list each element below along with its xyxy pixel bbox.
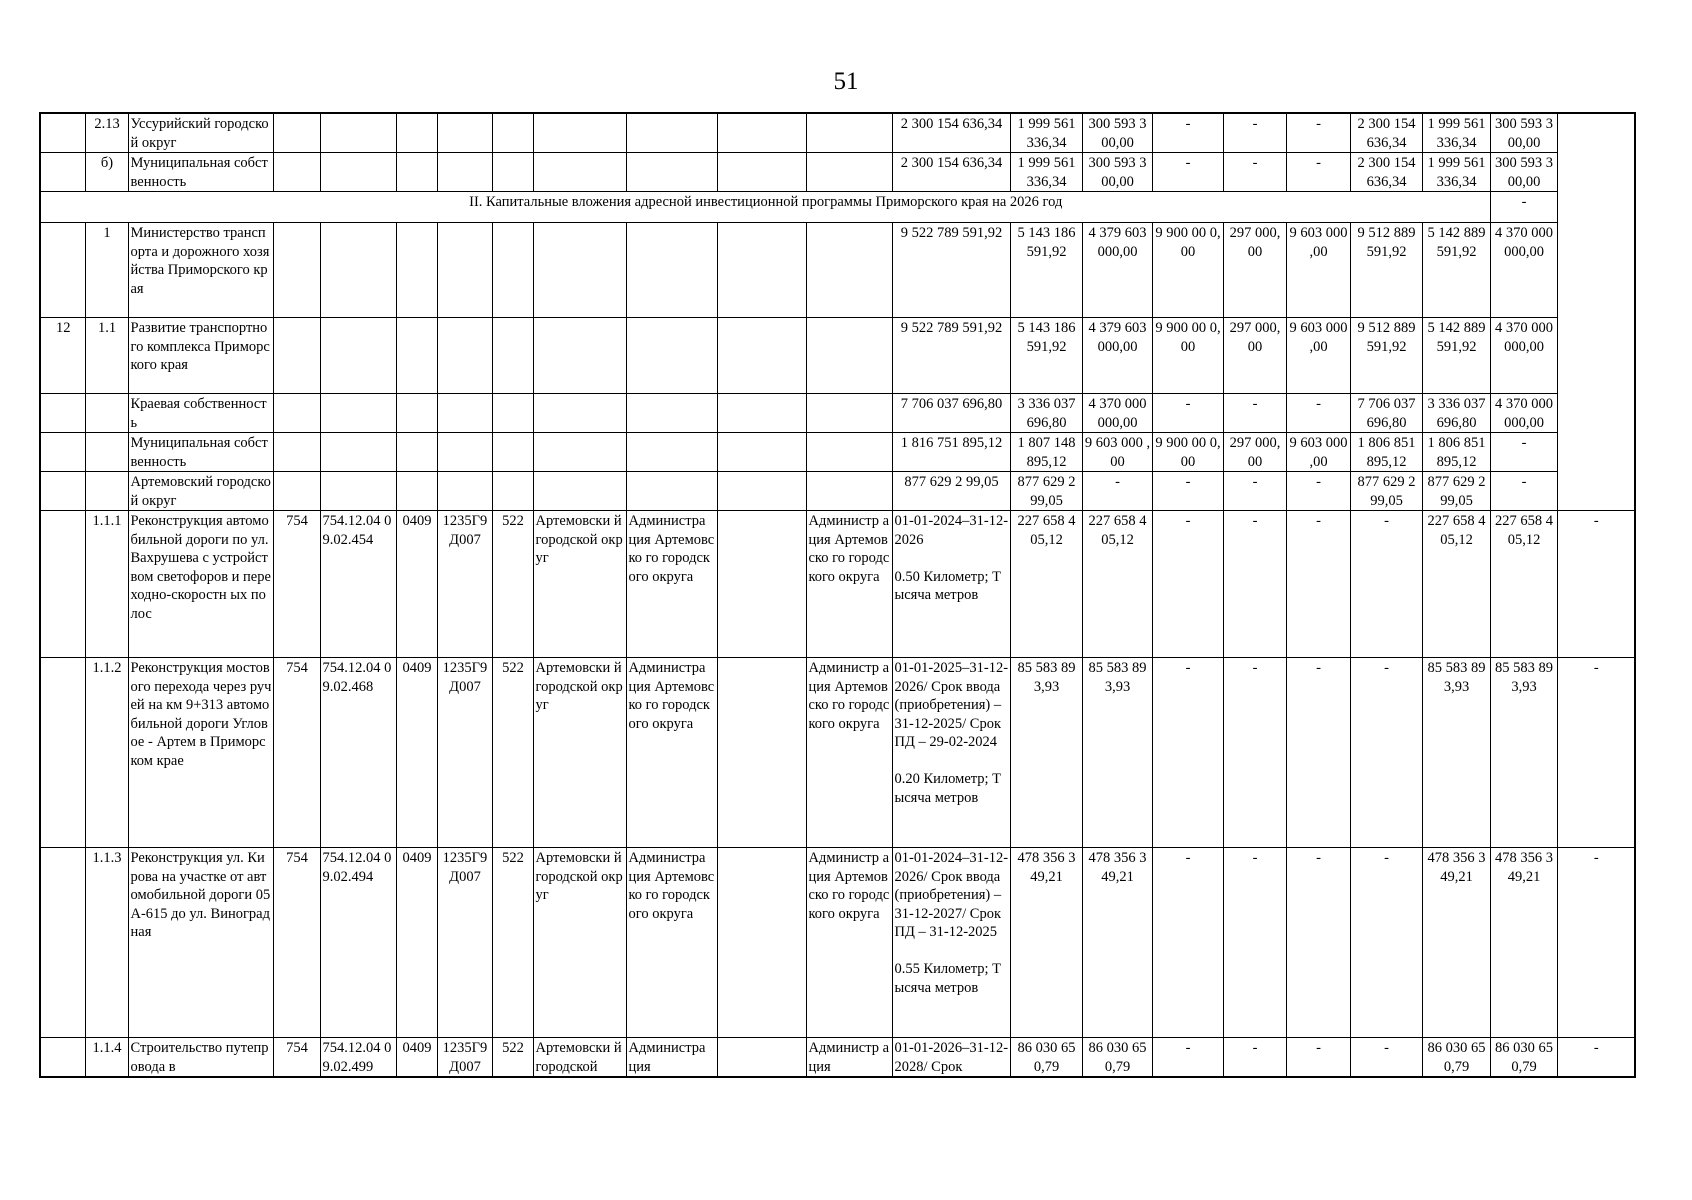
amount-cell: 5 143 186 591,92 bbox=[1010, 223, 1082, 318]
developer-cell: Администр ация Артемовско го городского округа bbox=[806, 511, 892, 658]
row-number-cell bbox=[40, 848, 85, 1038]
row-number-cell bbox=[40, 113, 85, 153]
amount-cell: 297 000, 00 bbox=[1223, 223, 1286, 318]
amount-cell: 297 000, 00 bbox=[1223, 318, 1286, 394]
row-code-cell: б) bbox=[85, 153, 128, 192]
grbs-cell: 754 bbox=[273, 658, 320, 848]
empty-cell bbox=[626, 223, 717, 318]
empty-cell bbox=[437, 394, 492, 433]
amount-cell: 4 370 000 000,00 bbox=[1082, 394, 1152, 433]
project-code-cell: 1.1.1 bbox=[85, 511, 128, 658]
empty-cell bbox=[273, 113, 320, 153]
amount-cell: - bbox=[1223, 153, 1286, 192]
amount-cell: 1 807 148 895,12 bbox=[1010, 433, 1082, 472]
amount-cell: - bbox=[1152, 1038, 1223, 1078]
object-code-cell: 754.12.04 09.02.494 bbox=[320, 848, 396, 1038]
amount-cell: 9 603 000 ,00 bbox=[1286, 318, 1350, 394]
amount-cell: 300 593 3 00,00 bbox=[1082, 153, 1152, 192]
amount-cell: 300 593 3 00,00 bbox=[1082, 113, 1152, 153]
amount-cell: - bbox=[1286, 472, 1350, 511]
amount-cell: 9 522 789 591,92 bbox=[892, 318, 1010, 394]
amount-cell: 4 370 000 000,00 bbox=[1490, 223, 1557, 318]
row-number-cell bbox=[40, 472, 85, 511]
empty-cell bbox=[626, 394, 717, 433]
amount-cell: - bbox=[1490, 433, 1557, 472]
object-code-cell: 754.12.04 09.02.468 bbox=[320, 658, 396, 848]
customer-cell: Администра ция Артемовско го городского округа bbox=[626, 658, 717, 848]
empty-cell bbox=[492, 318, 533, 394]
amount-cell: 877 629 2 99,05 bbox=[892, 472, 1010, 511]
extra-cell bbox=[717, 848, 806, 1038]
empty-cell bbox=[626, 153, 717, 192]
table-row bbox=[40, 433, 1635, 472]
empty-cell bbox=[273, 472, 320, 511]
amount-cell: 1 999 561 336,34 bbox=[1422, 153, 1490, 192]
section-title: II. Капитальные вложения адресной инвестиционной программы Приморского края на 2026 год bbox=[40, 192, 1490, 223]
amount-cell: 478 356 3 49,21 bbox=[1010, 848, 1082, 1038]
empty-cell bbox=[806, 223, 892, 318]
empty-cell bbox=[492, 472, 533, 511]
empty-cell bbox=[717, 318, 806, 394]
amount-cell: - bbox=[1152, 153, 1223, 192]
empty-cell bbox=[806, 318, 892, 394]
amount-cell: 9 603 000 ,00 bbox=[1082, 433, 1152, 472]
section-code-cell: 0409 bbox=[396, 1038, 437, 1078]
amount-cell: 1 816 751 895,12 bbox=[892, 433, 1010, 472]
target-article-cell: 1235Г9 Д007 bbox=[437, 511, 492, 658]
amount-cell: 877 629 2 99,05 bbox=[1422, 472, 1490, 511]
amount-cell: 2 300 154 636,34 bbox=[892, 113, 1010, 153]
empty-cell bbox=[533, 153, 626, 192]
amount-cell: 9 522 789 591,92 bbox=[892, 223, 1010, 318]
empty-cell bbox=[273, 433, 320, 472]
amount-cell: 86 030 65 0,79 bbox=[1010, 1038, 1082, 1078]
amount-cell: 3 336 037 696,80 bbox=[1422, 394, 1490, 433]
terms-cell: 01-01-2025–31-12-2026/ Срок ввода (приобретения) – 31-12-2025/ Срок ПД – 29-02-2024 0.20 Километр; Тысяча метров bbox=[892, 658, 1010, 848]
project-row bbox=[40, 658, 1635, 848]
empty-cell bbox=[806, 153, 892, 192]
section-code-cell: 0409 bbox=[396, 511, 437, 658]
empty-cell bbox=[396, 153, 437, 192]
amount-cell: - bbox=[1082, 472, 1152, 511]
amount-cell: - bbox=[1557, 1038, 1635, 1078]
amount-cell: 85 583 89 3,93 bbox=[1422, 658, 1490, 848]
grbs-cell: 754 bbox=[273, 1038, 320, 1078]
amount-cell: 1 806 851 895,12 bbox=[1350, 433, 1422, 472]
section-code-cell: 0409 bbox=[396, 658, 437, 848]
empty-cell bbox=[806, 113, 892, 153]
row-number-cell bbox=[40, 511, 85, 658]
amount-cell: 300 593 3 00,00 bbox=[1490, 153, 1557, 192]
empty-cell bbox=[320, 113, 396, 153]
amount-cell: 1 999 561 336,34 bbox=[1010, 113, 1082, 153]
amount-cell: - bbox=[1223, 511, 1286, 658]
amount-cell: - bbox=[1490, 472, 1557, 511]
object-code-cell: 754.12.04 09.02.499 bbox=[320, 1038, 396, 1078]
amount-cell: - bbox=[1223, 848, 1286, 1038]
empty-cell bbox=[437, 433, 492, 472]
project-code-cell: 1.1.2 bbox=[85, 658, 128, 848]
amount-cell: - bbox=[1557, 658, 1635, 848]
amount-cell: 4 370 000 000,00 bbox=[1490, 394, 1557, 433]
empty-cell bbox=[533, 223, 626, 318]
amount-cell: 9 512 889 591,92 bbox=[1350, 318, 1422, 394]
row-number-cell bbox=[40, 658, 85, 848]
amount-cell: 877 629 2 99,05 bbox=[1010, 472, 1082, 511]
amount-cell: 297 000, 00 bbox=[1223, 433, 1286, 472]
amount-cell: 7 706 037 696,80 bbox=[1350, 394, 1422, 433]
empty-cell bbox=[626, 318, 717, 394]
extra-cell bbox=[717, 511, 806, 658]
empty-cell bbox=[533, 472, 626, 511]
section-row bbox=[40, 192, 1635, 223]
amount-cell: - bbox=[1152, 113, 1223, 153]
amount-cell: 5 143 186 591,92 bbox=[1010, 318, 1082, 394]
amount-cell: 86 030 65 0,79 bbox=[1082, 1038, 1152, 1078]
empty-cell bbox=[273, 153, 320, 192]
project-code-cell: 1.1.3 bbox=[85, 848, 128, 1038]
empty-cell bbox=[717, 223, 806, 318]
empty-cell bbox=[320, 394, 396, 433]
amount-cell: - bbox=[1557, 511, 1635, 658]
amount-cell: - bbox=[1223, 658, 1286, 848]
empty-cell bbox=[437, 113, 492, 153]
amount-cell: 85 583 89 3,93 bbox=[1010, 658, 1082, 848]
target-article-cell: 1235Г9 Д007 bbox=[437, 1038, 492, 1078]
empty-cell bbox=[320, 433, 396, 472]
empty-cell bbox=[437, 472, 492, 511]
investment-program-table bbox=[39, 112, 1636, 1078]
extra-cell bbox=[717, 1038, 806, 1078]
empty-cell bbox=[273, 318, 320, 394]
row-name-cell: Краевая собственность bbox=[128, 394, 273, 433]
empty-cell bbox=[492, 153, 533, 192]
row-name-cell: Министерство транспорта и дорожного хозяйства Приморского края bbox=[128, 223, 273, 318]
empty-cell bbox=[396, 433, 437, 472]
amount-cell: 9 900 00 0,00 bbox=[1152, 433, 1223, 472]
project-row bbox=[40, 848, 1635, 1038]
amount-cell: 85 583 89 3,93 bbox=[1490, 658, 1557, 848]
amount-cell: 877 629 2 99,05 bbox=[1350, 472, 1422, 511]
empty-cell bbox=[717, 472, 806, 511]
row-code-cell: 1.1 bbox=[85, 318, 128, 394]
empty-cell bbox=[717, 113, 806, 153]
amount-cell: 1 806 851 895,12 bbox=[1422, 433, 1490, 472]
amount-cell: - bbox=[1286, 1038, 1350, 1078]
amount-cell: 1 999 561 336,34 bbox=[1010, 153, 1082, 192]
amount-cell: 478 356 3 49,21 bbox=[1422, 848, 1490, 1038]
empty-cell bbox=[717, 153, 806, 192]
empty-cell bbox=[396, 318, 437, 394]
amount-cell: 4 370 000 000,00 bbox=[1490, 318, 1557, 394]
amount-cell: 85 583 89 3,93 bbox=[1082, 658, 1152, 848]
row-name-cell: Муниципальная собственность bbox=[128, 433, 273, 472]
empty-cell bbox=[273, 394, 320, 433]
empty-cell bbox=[492, 433, 533, 472]
empty-cell bbox=[320, 223, 396, 318]
target-article-cell: 1235Г9 Д007 bbox=[437, 658, 492, 848]
expense-type-cell: 522 bbox=[492, 658, 533, 848]
empty-cell bbox=[492, 394, 533, 433]
amount-cell: - bbox=[1286, 394, 1350, 433]
extra-cell bbox=[717, 658, 806, 848]
table-row bbox=[40, 318, 1635, 394]
section-code-cell: 0409 bbox=[396, 848, 437, 1038]
amount-cell: - bbox=[1223, 472, 1286, 511]
empty-cell bbox=[396, 223, 437, 318]
municipality-cell: Артемовски й городской округ bbox=[533, 511, 626, 658]
amount-cell: 4 379 603 000,00 bbox=[1082, 318, 1152, 394]
amount-cell: 2 300 154 636,34 bbox=[1350, 153, 1422, 192]
amount-cell: 478 356 3 49,21 bbox=[1490, 848, 1557, 1038]
empty-cell bbox=[396, 113, 437, 153]
amount-cell: - bbox=[1286, 113, 1350, 153]
expense-type-cell: 522 bbox=[492, 1038, 533, 1078]
row-number-cell bbox=[40, 1038, 85, 1078]
row-number-cell bbox=[40, 433, 85, 472]
amount-cell: - bbox=[1350, 511, 1422, 658]
amount-cell: - bbox=[1152, 511, 1223, 658]
amount-cell: - bbox=[1286, 658, 1350, 848]
empty-cell bbox=[533, 433, 626, 472]
row-code-cell bbox=[85, 433, 128, 472]
amount-cell: 227 658 4 05,12 bbox=[1010, 511, 1082, 658]
amount-cell: - bbox=[1286, 848, 1350, 1038]
terms-cell: 01-01-2024–31-12-2026 0.50 Километр; Тысяча метров bbox=[892, 511, 1010, 658]
amount-cell: - bbox=[1152, 848, 1223, 1038]
project-name-cell: Строительство путепровода в bbox=[128, 1038, 273, 1078]
table-row bbox=[40, 223, 1635, 318]
row-code-cell: 1 bbox=[85, 223, 128, 318]
expense-type-cell: 522 bbox=[492, 511, 533, 658]
empty-cell bbox=[492, 223, 533, 318]
amount-cell: 9 900 00 0,00 bbox=[1152, 223, 1223, 318]
table-row bbox=[40, 153, 1635, 192]
empty-cell bbox=[533, 113, 626, 153]
amount-cell: 300 593 3 00,00 bbox=[1490, 113, 1557, 153]
amount-cell: 227 658 4 05,12 bbox=[1422, 511, 1490, 658]
empty-cell bbox=[533, 394, 626, 433]
object-code-cell: 754.12.04 09.02.454 bbox=[320, 511, 396, 658]
customer-cell: Администра ция Артемовско го городского округа bbox=[626, 511, 717, 658]
amount-cell: 478 356 3 49,21 bbox=[1082, 848, 1152, 1038]
amount-cell: - bbox=[1223, 1038, 1286, 1078]
project-name-cell: Реконструкция ул. Кирова на участке от автомобильной дороги 05А-615 до ул. Виноградная bbox=[128, 848, 273, 1038]
customer-cell: Администра ция bbox=[626, 1038, 717, 1078]
amount-cell: - bbox=[1350, 658, 1422, 848]
amount-cell: 86 030 65 0,79 bbox=[1490, 1038, 1557, 1078]
empty-cell bbox=[273, 223, 320, 318]
developer-cell: Администр ация Артемовско го городского округа bbox=[806, 658, 892, 848]
amount-cell: - bbox=[1286, 153, 1350, 192]
amount-cell: 9 900 00 0,00 bbox=[1152, 318, 1223, 394]
empty-cell bbox=[806, 394, 892, 433]
grbs-cell: 754 bbox=[273, 848, 320, 1038]
amount-cell: 9 603 000 ,00 bbox=[1286, 433, 1350, 472]
municipality-cell: Артемовски й городской округ bbox=[533, 658, 626, 848]
empty-cell bbox=[437, 318, 492, 394]
project-row bbox=[40, 1038, 1635, 1078]
amount-cell: 3 336 037 696,80 bbox=[1010, 394, 1082, 433]
row-code-cell bbox=[85, 394, 128, 433]
table-row bbox=[40, 394, 1635, 433]
amount-cell: 4 379 603 000,00 bbox=[1082, 223, 1152, 318]
row-code-cell bbox=[85, 472, 128, 511]
empty-cell bbox=[437, 153, 492, 192]
developer-cell: Администр ация bbox=[806, 1038, 892, 1078]
amount-cell: 5 142 889 591,92 bbox=[1422, 318, 1490, 394]
amount-cell: 7 706 037 696,80 bbox=[892, 394, 1010, 433]
grbs-cell: 754 bbox=[273, 511, 320, 658]
row-number-cell bbox=[40, 394, 85, 433]
amount-cell: 2 300 154 636,34 bbox=[892, 153, 1010, 192]
row-name-cell: Муниципальная собственность bbox=[128, 153, 273, 192]
empty-cell bbox=[626, 113, 717, 153]
amount-cell: 227 658 4 05,12 bbox=[1490, 511, 1557, 658]
amount-cell: - bbox=[1152, 658, 1223, 848]
developer-cell: Администр ация Артемовско го городского округа bbox=[806, 848, 892, 1038]
table-row bbox=[40, 113, 1635, 153]
row-code-cell: 2.13 bbox=[85, 113, 128, 153]
row-number-cell: 12 bbox=[40, 318, 85, 394]
empty-cell bbox=[717, 433, 806, 472]
empty-cell bbox=[626, 472, 717, 511]
empty-cell bbox=[806, 472, 892, 511]
project-row bbox=[40, 511, 1635, 658]
amount-cell: - bbox=[1350, 1038, 1422, 1078]
empty-cell bbox=[717, 394, 806, 433]
amount-cell: 227 658 4 05,12 bbox=[1082, 511, 1152, 658]
amount-cell: 9 512 889 591,92 bbox=[1350, 223, 1422, 318]
empty-cell bbox=[320, 318, 396, 394]
empty-cell bbox=[396, 472, 437, 511]
amount-cell: - bbox=[1286, 511, 1350, 658]
amount-cell: 1 999 561 336,34 bbox=[1422, 113, 1490, 153]
empty-cell bbox=[533, 318, 626, 394]
amount-cell: - bbox=[1557, 848, 1635, 1038]
amount-cell: 2 300 154 636,34 bbox=[1350, 113, 1422, 153]
municipality-cell: Артемовски й городской bbox=[533, 1038, 626, 1078]
table-row bbox=[40, 472, 1635, 511]
amount-cell: 9 603 000 ,00 bbox=[1286, 223, 1350, 318]
empty-cell bbox=[437, 223, 492, 318]
row-name-cell: Уссурийский городской округ bbox=[128, 113, 273, 153]
row-number-cell bbox=[40, 153, 85, 192]
target-article-cell: 1235Г9 Д007 bbox=[437, 848, 492, 1038]
page-number: 51 bbox=[833, 68, 859, 95]
empty-cell bbox=[806, 433, 892, 472]
row-name-cell: Развитие транспортного комплекса Приморского края bbox=[128, 318, 273, 394]
amount-cell: - bbox=[1223, 113, 1286, 153]
amount-cell: - bbox=[1350, 848, 1422, 1038]
empty-cell bbox=[492, 113, 533, 153]
terms-cell: 01-01-2024–31-12-2026/ Срок ввода (приобретения) – 31-12-2027/ Срок ПД – 31-12-2025 0.55 Километр; Тысяча метров bbox=[892, 848, 1010, 1038]
project-code-cell: 1.1.4 bbox=[85, 1038, 128, 1078]
municipality-cell: Артемовски й городской округ bbox=[533, 848, 626, 1038]
terms-cell: 01-01-2026–31-12-2028/ Срок bbox=[892, 1038, 1010, 1078]
project-name-cell: Реконструкция мостового перехода через ручей на км 9+313 автомобильной дороги Угловое - Артем в Приморском крае bbox=[128, 658, 273, 848]
amount-cell: 86 030 65 0,79 bbox=[1422, 1038, 1490, 1078]
empty-cell bbox=[320, 472, 396, 511]
row-number-cell bbox=[40, 223, 85, 318]
row-name-cell: Артемовский городской округ bbox=[128, 472, 273, 511]
empty-cell bbox=[396, 394, 437, 433]
amount-cell: - bbox=[1152, 394, 1223, 433]
expense-type-cell: 522 bbox=[492, 848, 533, 1038]
amount-cell: 5 142 889 591,92 bbox=[1422, 223, 1490, 318]
project-name-cell: Реконструкция автомобильной дороги по ул. Вахрушева с устройством светофоров и переходно-скоростн ых полос bbox=[128, 511, 273, 658]
amount-cell: - bbox=[1152, 472, 1223, 511]
section-dash-cell: - bbox=[1490, 192, 1557, 223]
empty-cell bbox=[320, 153, 396, 192]
amount-cell: - bbox=[1223, 394, 1286, 433]
customer-cell: Администра ция Артемовско го городского округа bbox=[626, 848, 717, 1038]
empty-cell bbox=[626, 433, 717, 472]
